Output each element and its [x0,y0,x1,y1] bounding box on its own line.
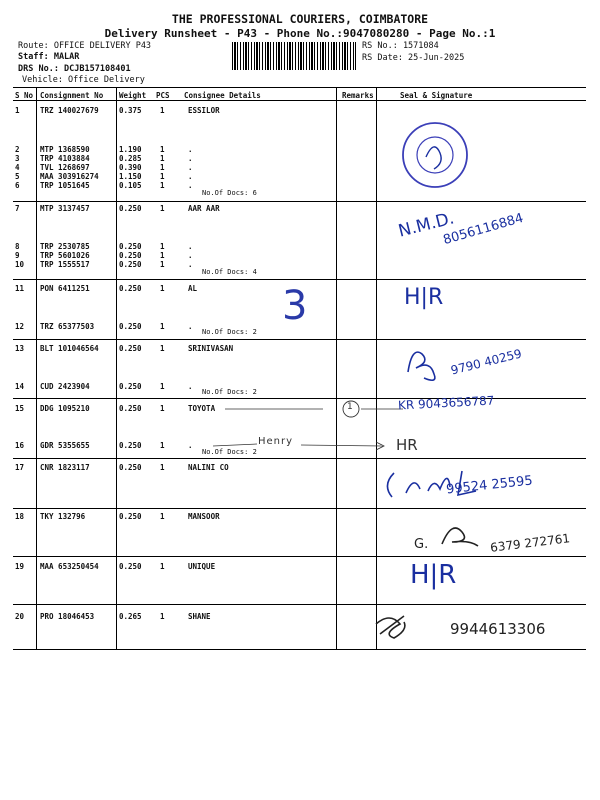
table-cell-wt: 0.375 [119,106,142,115]
table-cell-pcs: 1 [160,204,165,213]
table-cell-pcs: 1 [160,106,165,115]
handwritten-name: Henry [258,436,294,447]
table-cell-wt: 0.250 [119,242,142,251]
row-divider [13,556,586,557]
table-cell-sno: 10 [15,260,25,269]
table-cell-wt: 1.190 [119,145,142,154]
table-cell-wt: 0.285 [119,154,142,163]
table-cell-cn: MAA 653250454 [40,562,99,571]
table-cell-sno: 9 [15,251,20,260]
col-header-remarks: Remarks [342,91,374,100]
drs-label: DRS No.: DCJB157108401 [18,64,131,74]
table-cell-sno: 16 [15,441,25,450]
col-header-consignee: Consignee Details [184,91,261,100]
table-cell-consignee: MANSOOR [188,512,220,521]
docs-count: No.Of Docs: 2 [202,328,257,336]
table-cell-sno: 18 [15,512,25,521]
signature-scribble [402,342,442,382]
table-cell-consignee: . [188,382,193,391]
table-cell-sno: 8 [15,242,20,251]
table-cell-consignee: . [188,172,193,181]
table-cell-consignee: AAR AAR [188,204,220,213]
table-cell-pcs: 1 [160,154,165,163]
table-cell-pcs: 1 [160,463,165,472]
table-bottom-rule [13,649,586,650]
table-cell-sno: 1 [15,106,20,115]
table-cell-wt: 0.250 [119,441,142,450]
table-cell-consignee: SRINIVASAN [188,344,234,353]
table-cell-consignee: UNIQUE [188,562,216,571]
col-header-sno: S No [15,91,34,100]
table-cell-wt: 0.250 [119,512,142,521]
row-divider [13,279,586,280]
table-cell-consignee: NALINI CO [188,463,229,472]
handwritten-circle-number: 1 [347,402,353,412]
col-header-weight: Weight [119,91,147,100]
table-cell-consignee: . [188,260,193,269]
document-subtitle: Delivery Runsheet - P43 - Phone No.:9047080280 - Page No.:1 [104,27,496,40]
table-cell-sno: 11 [15,284,25,293]
table-cell-consignee: TOYOTA [188,404,216,413]
table-cell-cn: TKY 132796 [40,512,86,521]
table-cell-sno: 6 [15,181,20,190]
col-header-consignment: Consignment No [40,91,104,100]
table-cell-consignee: . [188,242,193,251]
col-header-seal-signature: Seal & Signature [400,91,473,100]
signature-nmd: N.M.D. [396,208,457,242]
table-cell-consignee: . [188,251,193,260]
table-cell-cn: TRP 1555517 [40,260,90,269]
table-cell-cn: PON 6411251 [40,284,90,293]
table-cell-wt: 0.250 [119,251,142,260]
table-cell-wt: 0.250 [119,463,142,472]
handwritten-arrow [213,440,388,452]
column-rule [116,87,117,649]
table-cell-wt: 0.250 [119,382,142,391]
table-cell-pcs: 1 [160,512,165,521]
table-cell-consignee: . [188,163,193,172]
signature-scribble [438,522,488,552]
table-cell-consignee: AL [188,284,198,293]
table-cell-cn: DDG 1095210 [40,404,90,413]
handwritten-phone: 9790 40259 [449,346,524,378]
company-seal-stamp [400,117,470,192]
table-cell-cn: TRZ 65377503 [40,322,95,331]
rs-number: RS No.: 1571084 [362,41,439,51]
table-cell-cn: MTP 1368590 [40,145,90,154]
table-cell-wt: 0.250 [119,404,142,413]
table-cell-cn: MAA 303916274 [40,172,99,181]
table-cell-pcs: 1 [160,145,165,154]
rs-date: RS Date: 25-Jun-2025 [362,53,465,63]
header-rule [13,100,586,101]
row-divider [13,604,586,605]
table-cell-pcs: 1 [160,441,165,450]
table-cell-consignee: ESSILOR [188,106,220,115]
table-cell-pcs: 1 [160,260,165,269]
table-cell-consignee: . [188,322,193,331]
table-cell-wt: 1.150 [119,172,142,181]
barcode [232,42,356,70]
handwritten-phone: 99524 25595 [445,473,534,498]
docs-count: No.Of Docs: 2 [202,388,257,396]
table-cell-cn: CUD 2423904 [40,382,90,391]
row-divider [13,339,586,340]
row-divider [13,508,586,509]
table-cell-pcs: 1 [160,322,165,331]
table-cell-sno: 4 [15,163,20,172]
table-cell-cn: MTP 3137457 [40,204,90,213]
table-cell-pcs: 1 [160,404,165,413]
signature-initial: G. [414,537,429,552]
table-cell-cn: TVL 1268697 [40,163,90,172]
row-divider [13,398,586,399]
table-cell-wt: 0.105 [119,181,142,190]
table-cell-wt: 0.250 [119,322,142,331]
table-cell-sno: 3 [15,154,20,163]
vehicle-label: Vehicle: Office Delivery [22,75,145,85]
table-cell-sno: 15 [15,404,25,413]
table-cell-pcs: 1 [160,382,165,391]
table-cell-pcs: 1 [160,172,165,181]
table-cell-consignee: . [188,154,193,163]
table-cell-consignee: . [188,181,193,190]
table-cell-pcs: 1 [160,344,165,353]
table-cell-sno: 17 [15,463,25,472]
table-cell-sno: 2 [15,145,20,154]
table-cell-pcs: 1 [160,181,165,190]
table-cell-wt: 0.250 [119,284,142,293]
docs-count: No.Of Docs: 2 [202,448,257,456]
table-cell-sno: 13 [15,344,25,353]
table-cell-cn: BLT 101046564 [40,344,99,353]
column-rule [336,87,337,649]
table-cell-consignee: . [188,441,193,450]
table-cell-sno: 14 [15,382,25,391]
table-cell-cn: TRP 5601026 [40,251,90,260]
handwritten-phone: 6379 272761 [489,531,571,555]
table-cell-wt: 0.250 [119,562,142,571]
docs-count: No.Of Docs: 6 [202,189,257,197]
row-divider [13,201,586,202]
route-label: Route: OFFICE DELIVERY P43 [18,41,152,51]
docs-count: No.Of Docs: 4 [202,268,257,276]
handwritten-mark: 3 [282,283,308,329]
table-top-rule [13,87,586,88]
table-cell-pcs: 1 [160,612,165,621]
table-cell-cn: TRP 4103884 [40,154,90,163]
col-header-pcs: PCS [156,91,170,100]
table-cell-wt: 0.250 [119,260,142,269]
table-cell-wt: 0.250 [119,204,142,213]
table-cell-pcs: 1 [160,562,165,571]
table-cell-pcs: 1 [160,251,165,260]
table-cell-cn: PRO 18046453 [40,612,95,621]
row-divider [13,458,586,459]
signature-hr: H|R [404,285,444,310]
signature-hr: H|R [410,560,457,590]
handwritten-phone: KR 9043656787 [397,393,495,413]
table-cell-cn: CNR 1823117 [40,463,90,472]
table-cell-cn: TRP 1051645 [40,181,90,190]
signature-scribble [372,610,412,640]
table-cell-wt: 0.390 [119,163,142,172]
signature-hr: HR [396,436,418,454]
handwritten-phone: 9944613306 [450,620,546,638]
table-cell-sno: 20 [15,612,25,621]
table-cell-cn: TRP 2530785 [40,242,90,251]
handwritten-line [225,400,405,420]
table-cell-wt: 0.250 [119,344,142,353]
table-cell-sno: 12 [15,322,25,331]
staff-label: Staff: MALAR [18,52,80,62]
table-cell-pcs: 1 [160,284,165,293]
table-cell-sno: 7 [15,204,20,213]
table-cell-cn: GDR 5355655 [40,441,90,450]
table-cell-pcs: 1 [160,163,165,172]
table-cell-sno: 5 [15,172,20,181]
table-cell-pcs: 1 [160,242,165,251]
handwritten-phone: 8056116884 [441,210,526,249]
table-cell-sno: 19 [15,562,25,571]
table-cell-consignee: . [188,145,193,154]
document-title: THE PROFESSIONAL COURIERS, COIMBATORE [171,12,429,26]
table-cell-wt: 0.265 [119,612,142,621]
column-rule [376,87,377,649]
table-cell-consignee: SHANE [188,612,211,621]
table-cell-cn: TRZ 140027679 [40,106,99,115]
column-rule [36,87,37,649]
